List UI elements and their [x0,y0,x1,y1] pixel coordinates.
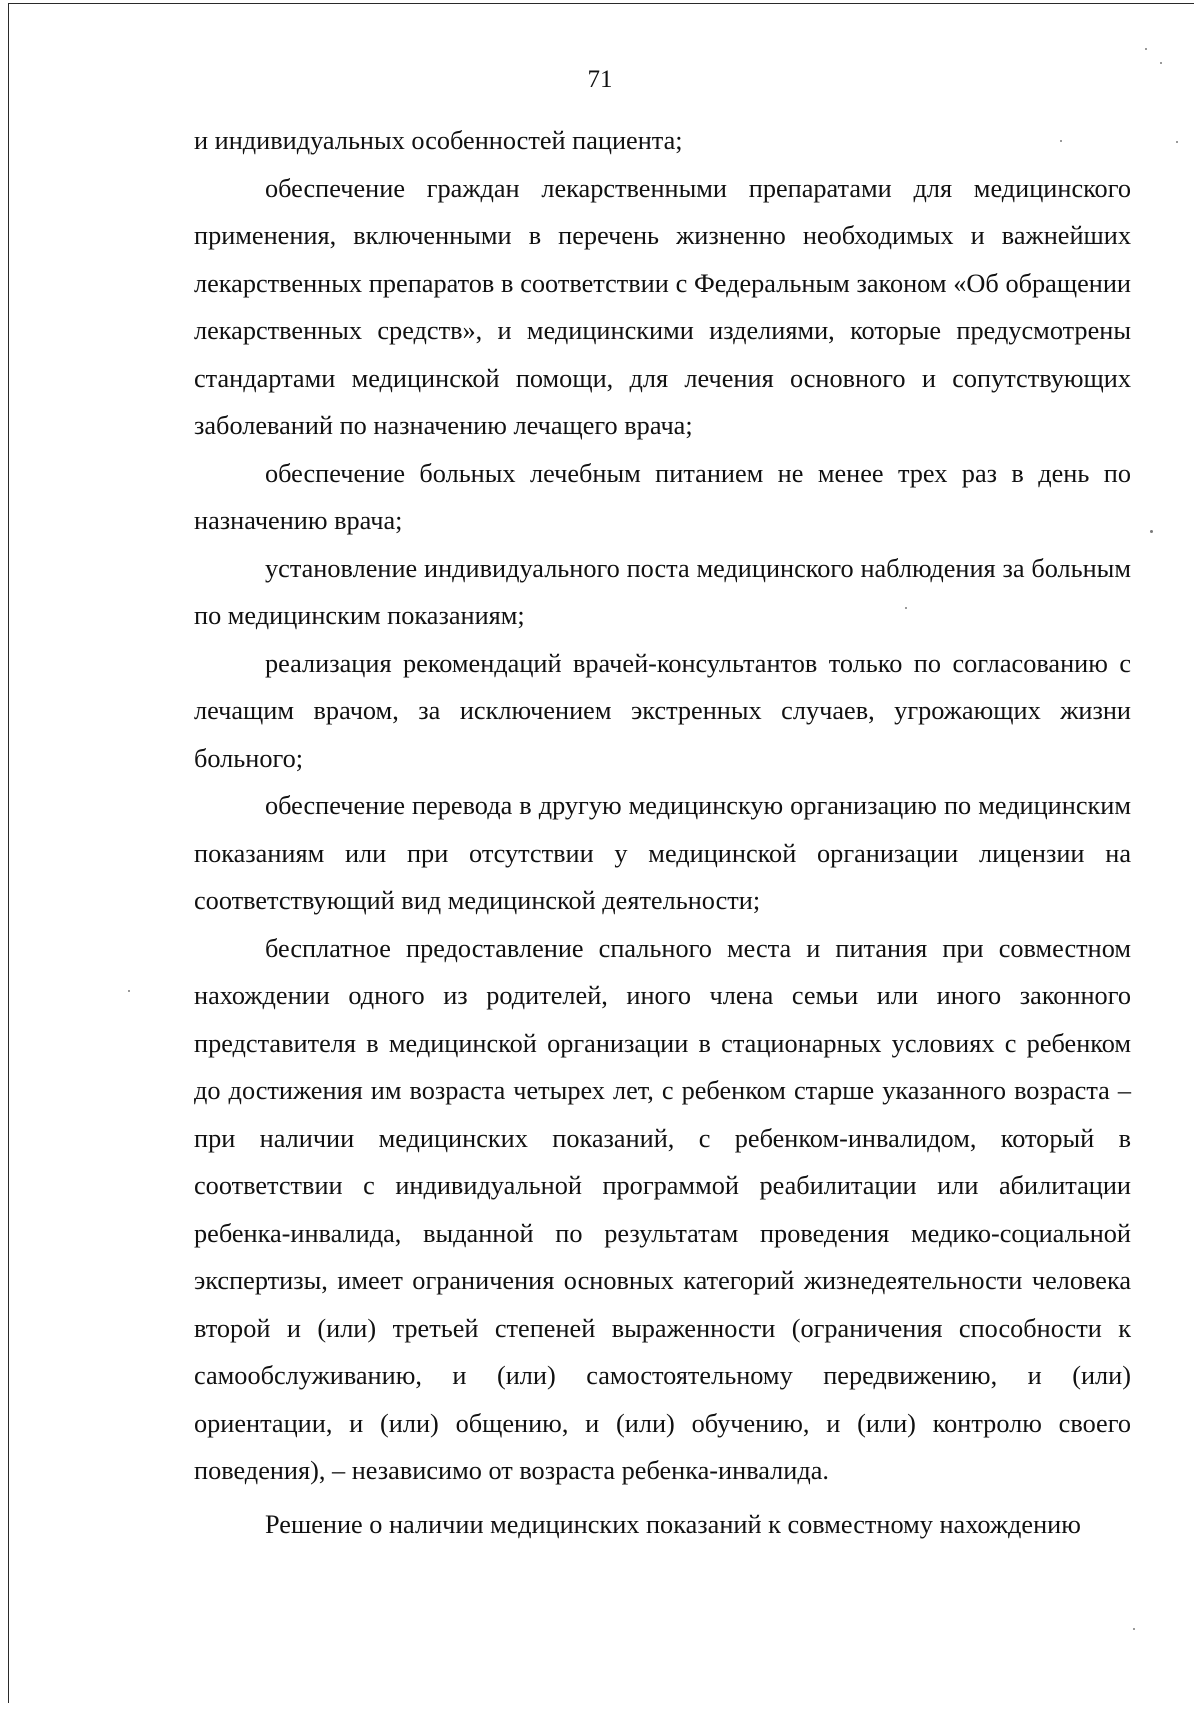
scan-border-top [8,3,1194,4]
paragraph-continuation: и индивидуальных особенностей пациента; [194,126,683,155]
paragraph-consultants: реализация рекомендаций врачей-консультантов только по согласованию с лечащим врачом, за исключением экстренных случаев, угрожающих жизни больного; [194,648,1131,773]
paragraph-accommodation: бесплатное предоставление спального места и питания при совместном нахождении одного из родителей, иного члена семьи или иного законного представителя в медицинской организации в стационарных условиях с ребенком до достижения им возраста четырех лет, с ребенком старше указанного возраста – при наличии медицинских показаний, с ребенком-инвалидом, который в соответствии с индивидуальной программой реабилитации или абилитации ребенка-инвалида, выданной по результатам проведения медико-социальной экспертизы, имеет ограничения основных категорий жизнедеятельности человека второй и (или) третьей степеней выраженности (ограничения способности к самообслуживанию, и (или) самостоятельному передвижению, и (или) ориентации, и (или) общению, и (или) обучению, и (или) контролю своего поведения), – независимо от возраста ребенка-инвалида. [194,933,1131,1485]
scan-border-left [8,3,9,1703]
scan-speck [1150,530,1153,533]
document-body [194,117,1131,1548]
scan-speck [1160,62,1162,64]
scan-speck [1133,1628,1135,1630]
paragraph-nutrition: обеспечение больных лечебным питанием не менее трех раз в день по назначению врача; [194,458,1131,535]
paragraph-medications: обеспечение граждан лекарственными препаратами для медицинского применения, включенными в перечень жизненно необходимых и важнейших лекарственных препаратов в соответствии с Федеральным законом «Об обращении лекарственных средств», и медицинскими изделиями, которые предусмотрены стандартами медицинской помощи, для лечения основного и сопутствующих заболеваний по назначению лечащего врача; [194,173,1131,440]
paragraph-individual-post: установление индивидуального поста медицинского наблюдения за больным по медицинским показаниям; [194,553,1131,630]
paragraph-decision: Решение о наличии медицинских показаний к совместному нахождению [265,1509,1081,1539]
scan-speck [1145,48,1147,50]
page-number: 71 [587,66,613,93]
paragraph-transfer: обеспечение перевода в другую медицинскую организацию по медицинским показаниям или при отсутствии у медицинской организации лицензии на соответствующий вид медицинской деятельности; [194,791,1131,915]
scan-speck [128,990,130,992]
scan-speck [1060,140,1062,142]
scan-speck [905,607,907,609]
scan-speck [1176,141,1178,143]
